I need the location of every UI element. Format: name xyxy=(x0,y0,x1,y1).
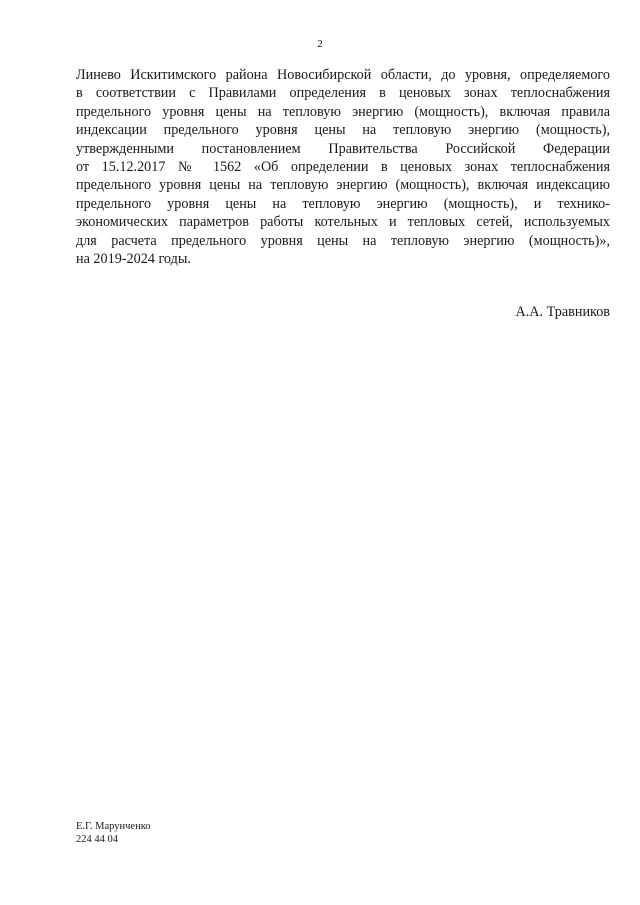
body-line: утвержденными постановлением Правительства Российской Федерации xyxy=(76,140,610,157)
body-line: индексации предельного уровня цены на тепловую энергию (мощность), xyxy=(76,122,610,139)
signature-name: А.А. Травников xyxy=(515,304,610,320)
body-line: предельного уровня цены на тепловую энергию (мощность), и технико- xyxy=(76,195,610,212)
page-number: 2 xyxy=(317,38,323,50)
body-line: предельного уровня цены на тепловую энергию (мощность), включая правила xyxy=(76,103,610,120)
executor-phone: 224 44 04 xyxy=(76,834,118,845)
body-line: предельного уровня цены на тепловую энергию (мощность), включая индексацию xyxy=(76,177,610,194)
body-line: в соответствии с Правилами определения в ценовых зонах теплоснабжения xyxy=(76,85,610,102)
executor-name: Е.Г. Марунченко xyxy=(76,821,151,832)
body-paragraph xyxy=(76,66,610,268)
body-line: на 2019-2024 годы. xyxy=(76,251,191,268)
executor-info xyxy=(76,820,151,846)
body-line: Линево Искитимского района Новосибирской области, до уровня, определяемого xyxy=(76,67,610,83)
body-line: экономических параметров работы котельных и тепловых сетей, используемых xyxy=(76,214,610,231)
body-line: от 15.12.2017 № 1562 «Об определении в ценовых зонах теплоснабжения xyxy=(76,159,610,176)
body-line: для расчета предельного уровня цены на тепловую энергию (мощность)», xyxy=(76,232,610,249)
